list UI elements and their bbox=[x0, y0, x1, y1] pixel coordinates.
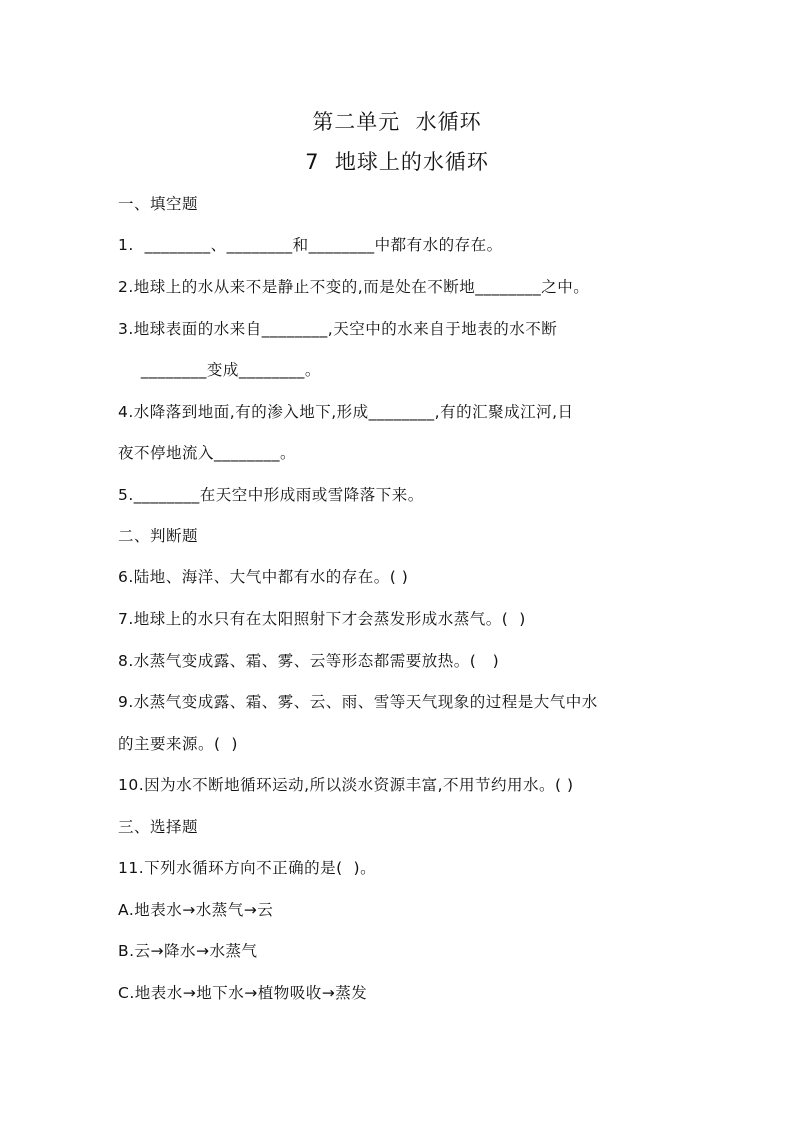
question-line: 5.________在天空中形成雨或雪降落下来。 bbox=[118, 486, 424, 504]
question-line: 2.地球上的水从来不是静止不变的,而是处在不断地________之中。 bbox=[118, 278, 590, 296]
fill-blank-heading: 一、填空题 bbox=[118, 195, 199, 213]
question-line: 9.水蒸气变成露、霜、雾、云、雨、雪等天气现象的过程是大气中水 bbox=[118, 693, 598, 711]
multiple-choice-heading: 三、选择题 bbox=[118, 818, 199, 836]
question-line: 3.地球表面的水来自________,天空中的水来自于地表的水不断 bbox=[118, 320, 558, 338]
question-line: 6.陆地、海洋、大气中都有水的存在。( ) bbox=[118, 568, 409, 586]
unit-title: 第二单元 水循环 bbox=[312, 110, 482, 134]
question-line-continuation: 的主要来源。( ) bbox=[118, 735, 238, 753]
question-line-continuation: ________变成________。 bbox=[130, 361, 321, 379]
choice-option-c: C.地表水→地下水→植物吸收→蒸发 bbox=[118, 984, 368, 1002]
question-line-continuation: 夜不停地流入________。 bbox=[118, 444, 297, 462]
lesson-title: 7 地球上的水循环 bbox=[305, 150, 489, 174]
question-line: 8.水蒸气变成露、霜、雾、云等形态都需要放热。( ) bbox=[118, 652, 500, 670]
question-line: 11.下列水循环方向不正确的是( )。 bbox=[118, 859, 377, 877]
choice-option-b: B.云→降水→水蒸气 bbox=[118, 942, 258, 960]
question-line: 1. ________、________和________中都有水的存在。 bbox=[118, 236, 503, 254]
choice-option-a: A.地表水→水蒸气→云 bbox=[118, 901, 274, 919]
question-line: 10.因为水不断地循环运动,所以淡水资源丰富,不用节约用水。( ) bbox=[118, 776, 574, 794]
true-false-heading: 二、判断题 bbox=[118, 527, 199, 545]
question-line: 7.地球上的水只有在太阳照射下才会蒸发形成水蒸气。( ) bbox=[118, 610, 526, 628]
question-line: 4.水降落到地面,有的渗入地下,形成________,有的汇聚成江河,日 bbox=[118, 403, 574, 421]
